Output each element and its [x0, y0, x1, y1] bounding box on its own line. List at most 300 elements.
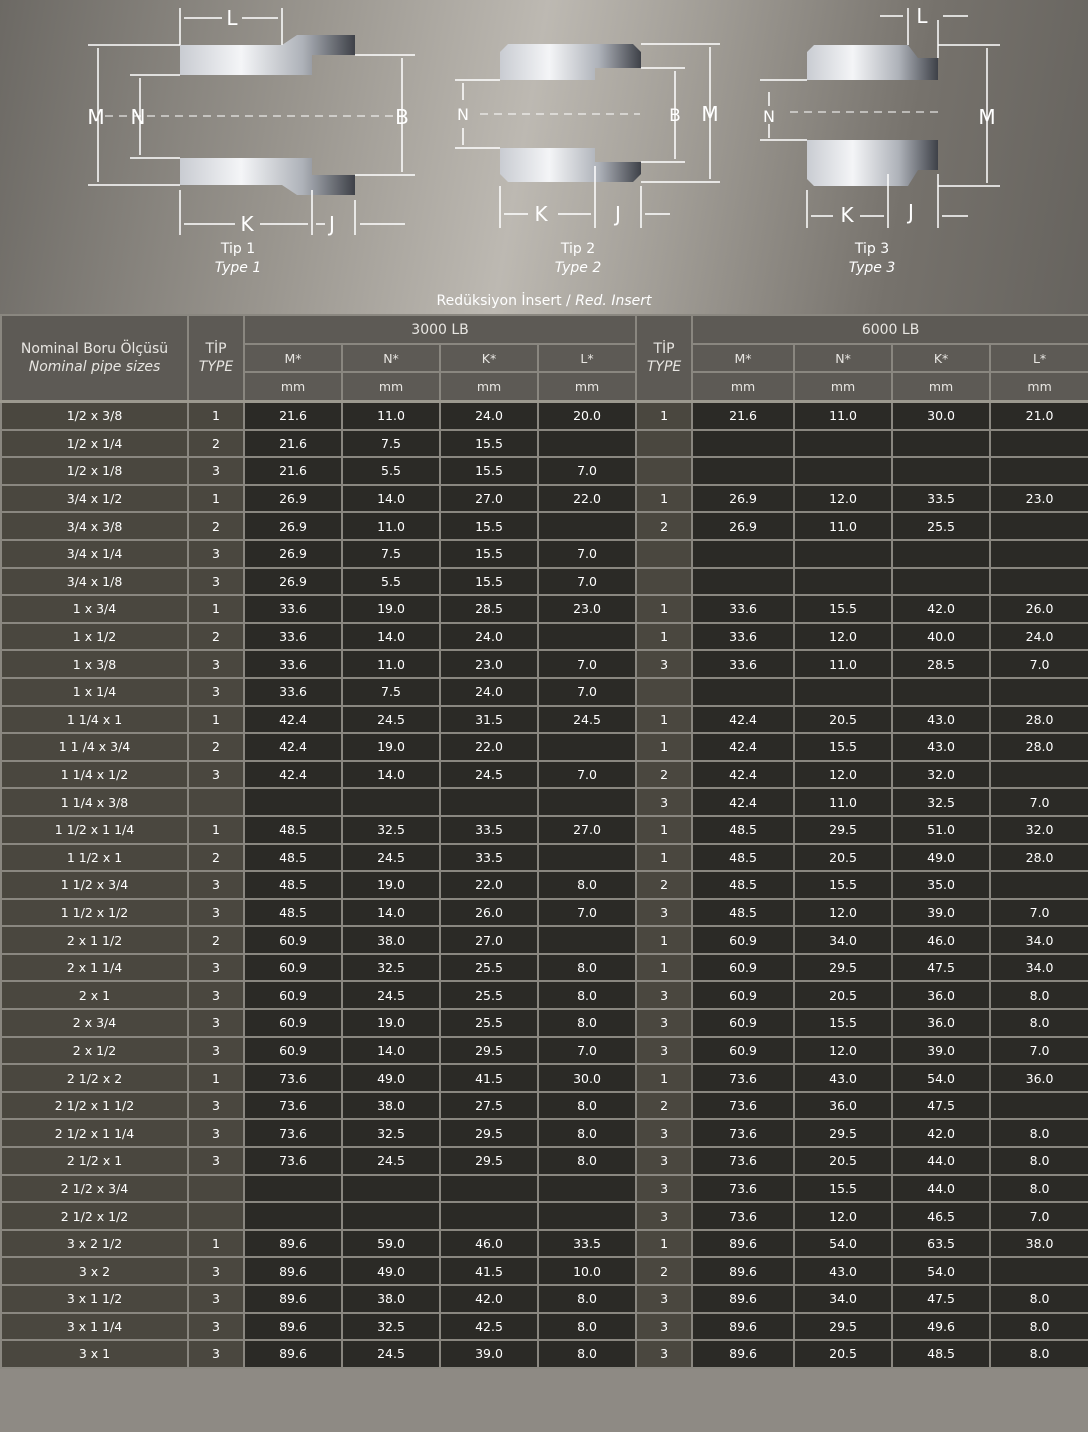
- cell-size: 1 x 1/2: [1, 623, 188, 651]
- cell-size: 3/4 x 3/8: [1, 512, 188, 540]
- cell-n-6000: 20.5: [794, 1147, 892, 1175]
- table-body: [1, 402, 1088, 1368]
- cell-l-3000: 10.0: [538, 1257, 636, 1285]
- header-unit: mm: [692, 372, 794, 402]
- cell-l-6000: [990, 540, 1088, 568]
- cell-m-6000: 26.9: [692, 485, 794, 513]
- cell-k-3000: 15.5: [440, 568, 538, 596]
- cell-k-6000: [892, 678, 990, 706]
- cell-m-3000: 42.4: [244, 706, 342, 734]
- table-row: [1, 899, 1088, 927]
- header-unit: mm: [892, 372, 990, 402]
- cell-l-3000: 7.0: [538, 568, 636, 596]
- type3-diagram: [760, 8, 1000, 228]
- cell-tip-3000: 2: [188, 844, 244, 872]
- cell-m-3000: 89.6: [244, 1313, 342, 1341]
- cell-l-6000: 8.0: [990, 1147, 1088, 1175]
- cell-m-6000: 89.6: [692, 1340, 794, 1368]
- cell-m-6000: 60.9: [692, 954, 794, 982]
- cell-tip-3000: 3: [188, 1037, 244, 1065]
- cell-k-3000: 27.0: [440, 485, 538, 513]
- cell-l-3000: 8.0: [538, 954, 636, 982]
- header-unit: mm: [244, 372, 342, 402]
- cell-size: 1 x 3/4: [1, 595, 188, 623]
- cell-l-6000: 7.0: [990, 899, 1088, 927]
- cell-m-3000: 33.6: [244, 595, 342, 623]
- table-row: [1, 1230, 1088, 1258]
- header-col-n: N*: [794, 344, 892, 372]
- cell-n-3000: [342, 788, 440, 816]
- cell-tip-6000: 3: [636, 788, 692, 816]
- cell-l-3000: 8.0: [538, 1285, 636, 1313]
- cell-k-3000: 29.5: [440, 1147, 538, 1175]
- cell-k-3000: 27.0: [440, 926, 538, 954]
- header-unit: mm: [794, 372, 892, 402]
- cell-tip-6000: [636, 678, 692, 706]
- cell-l-3000: 8.0: [538, 1009, 636, 1037]
- cell-k-6000: 54.0: [892, 1257, 990, 1285]
- cell-l-3000: [538, 1175, 636, 1203]
- table-row: [1, 1313, 1088, 1341]
- label-K: K: [840, 203, 854, 227]
- table-row: [1, 485, 1088, 513]
- table-row: [1, 457, 1088, 485]
- label-J: J: [329, 212, 335, 236]
- cell-size: 1 1/2 x 1 1/4: [1, 816, 188, 844]
- header-unit: mm: [990, 372, 1088, 402]
- cell-n-6000: 20.5: [794, 981, 892, 1009]
- cell-k-3000: 42.5: [440, 1313, 538, 1341]
- cell-l-6000: [990, 457, 1088, 485]
- cell-tip-6000: 1: [636, 954, 692, 982]
- cell-l-6000: 26.0: [990, 595, 1088, 623]
- cell-l-3000: 7.0: [538, 761, 636, 789]
- cell-tip-3000: 3: [188, 1257, 244, 1285]
- cell-n-3000: 19.0: [342, 595, 440, 623]
- table-row: [1, 1340, 1088, 1368]
- cell-m-6000: 60.9: [692, 981, 794, 1009]
- cell-m-6000: 89.6: [692, 1313, 794, 1341]
- cell-l-3000: 20.0: [538, 402, 636, 430]
- cell-k-3000: 24.0: [440, 623, 538, 651]
- cell-k-6000: 30.0: [892, 402, 990, 430]
- cell-k-6000: 63.5: [892, 1230, 990, 1258]
- cell-n-3000: 14.0: [342, 899, 440, 927]
- cell-n-6000: 12.0: [794, 1202, 892, 1230]
- cell-n-6000: 11.0: [794, 650, 892, 678]
- label-L: L: [916, 4, 928, 28]
- cell-m-6000: [692, 568, 794, 596]
- table-row: [1, 1092, 1088, 1120]
- cell-k-3000: 33.5: [440, 844, 538, 872]
- cell-n-3000: 11.0: [342, 402, 440, 430]
- cell-n-6000: 12.0: [794, 1037, 892, 1065]
- cell-tip-3000: 3: [188, 540, 244, 568]
- cell-n-3000: 19.0: [342, 871, 440, 899]
- cell-k-3000: 46.0: [440, 1230, 538, 1258]
- table-row: [1, 1119, 1088, 1147]
- table-row: [1, 706, 1088, 734]
- cell-k-3000: 24.0: [440, 678, 538, 706]
- cell-m-6000: 21.6: [692, 402, 794, 430]
- cell-tip-6000: 3: [636, 981, 692, 1009]
- label-M: M: [701, 102, 719, 126]
- cell-tip-6000: 1: [636, 733, 692, 761]
- cell-m-3000: [244, 1202, 342, 1230]
- cell-l-3000: [538, 623, 636, 651]
- cell-l-3000: 30.0: [538, 1064, 636, 1092]
- cell-m-3000: 26.9: [244, 568, 342, 596]
- cell-m-6000: 73.6: [692, 1147, 794, 1175]
- cell-l-3000: 8.0: [538, 1313, 636, 1341]
- cell-m-3000: [244, 788, 342, 816]
- label-J: J: [908, 200, 914, 224]
- cell-n-6000: 15.5: [794, 871, 892, 899]
- cell-m-3000: 60.9: [244, 1009, 342, 1037]
- cell-tip-3000: 1: [188, 595, 244, 623]
- cell-size: 2 1/2 x 1: [1, 1147, 188, 1175]
- label-M: M: [978, 105, 996, 129]
- cell-k-3000: 23.0: [440, 650, 538, 678]
- cell-n-3000: 5.5: [342, 457, 440, 485]
- cell-size: 3/4 x 1/8: [1, 568, 188, 596]
- cell-tip-3000: 1: [188, 485, 244, 513]
- cell-m-3000: 89.6: [244, 1230, 342, 1258]
- cell-m-3000: 21.6: [244, 402, 342, 430]
- table-row: [1, 816, 1088, 844]
- cell-k-3000: [440, 1175, 538, 1203]
- cell-l-6000: 8.0: [990, 1175, 1088, 1203]
- cell-n-3000: [342, 1175, 440, 1203]
- cell-l-6000: 21.0: [990, 402, 1088, 430]
- caption-en: Type 3: [848, 260, 896, 276]
- cell-k-3000: 25.5: [440, 1009, 538, 1037]
- cell-k-3000: 24.5: [440, 761, 538, 789]
- cell-l-6000: 23.0: [990, 485, 1088, 513]
- cell-n-6000: 34.0: [794, 1285, 892, 1313]
- caption-tr: Tip 1: [220, 241, 256, 257]
- cell-n-6000: 12.0: [794, 761, 892, 789]
- cell-m-3000: 89.6: [244, 1285, 342, 1313]
- cell-n-6000: 36.0: [794, 1092, 892, 1120]
- cell-m-6000: 48.5: [692, 899, 794, 927]
- cell-k-6000: 44.0: [892, 1175, 990, 1203]
- cell-n-6000: 15.5: [794, 733, 892, 761]
- cell-k-3000: 39.0: [440, 1340, 538, 1368]
- cell-m-3000: 60.9: [244, 1037, 342, 1065]
- cell-k-6000: [892, 430, 990, 458]
- label-N: N: [130, 105, 146, 129]
- cell-k-6000: 42.0: [892, 1119, 990, 1147]
- header-size-en: Nominal pipe sizes: [28, 359, 161, 375]
- cell-size: 1/2 x 3/8: [1, 402, 188, 430]
- cell-m-6000: 42.4: [692, 761, 794, 789]
- cell-l-3000: 7.0: [538, 457, 636, 485]
- table-row: [1, 1257, 1088, 1285]
- cell-l-3000: 7.0: [538, 1037, 636, 1065]
- header-tip-en: TYPE: [198, 359, 234, 375]
- cell-m-3000: 48.5: [244, 844, 342, 872]
- cell-k-3000: 29.5: [440, 1119, 538, 1147]
- header-tip-6000: [636, 315, 692, 402]
- cell-m-3000: 33.6: [244, 623, 342, 651]
- table-row: [1, 1064, 1088, 1092]
- header-tip-en: TYPE: [646, 359, 682, 375]
- cell-m-6000: 42.4: [692, 788, 794, 816]
- cell-tip-3000: 3: [188, 761, 244, 789]
- cell-tip-3000: 3: [188, 1009, 244, 1037]
- cell-m-3000: 33.6: [244, 678, 342, 706]
- cell-n-6000: 43.0: [794, 1064, 892, 1092]
- cell-n-3000: [342, 1202, 440, 1230]
- cell-m-3000: 26.9: [244, 485, 342, 513]
- cell-tip-3000: 3: [188, 457, 244, 485]
- cell-l-3000: 8.0: [538, 1147, 636, 1175]
- cell-n-3000: 7.5: [342, 678, 440, 706]
- cell-m-6000: 73.6: [692, 1064, 794, 1092]
- cell-k-6000: 35.0: [892, 871, 990, 899]
- cell-l-6000: [990, 512, 1088, 540]
- cell-k-3000: 28.5: [440, 595, 538, 623]
- cell-n-3000: 14.0: [342, 761, 440, 789]
- cell-n-6000: 12.0: [794, 623, 892, 651]
- cell-size: 3 x 1 1/2: [1, 1285, 188, 1313]
- cell-tip-3000: 3: [188, 1340, 244, 1368]
- cell-m-3000: [244, 1175, 342, 1203]
- cell-k-3000: 15.5: [440, 512, 538, 540]
- cell-n-6000: 54.0: [794, 1230, 892, 1258]
- cell-k-3000: [440, 788, 538, 816]
- cell-tip-3000: 3: [188, 871, 244, 899]
- cell-n-3000: 59.0: [342, 1230, 440, 1258]
- cell-k-6000: [892, 568, 990, 596]
- cell-tip-6000: 1: [636, 402, 692, 430]
- cell-l-3000: [538, 844, 636, 872]
- cell-tip-3000: 3: [188, 678, 244, 706]
- cell-n-3000: 24.5: [342, 706, 440, 734]
- cell-tip-3000: 3: [188, 1119, 244, 1147]
- cell-k-6000: 32.5: [892, 788, 990, 816]
- table-row: [1, 926, 1088, 954]
- cell-l-3000: [538, 430, 636, 458]
- cell-tip-3000: 2: [188, 623, 244, 651]
- cell-n-3000: 24.5: [342, 981, 440, 1009]
- cell-m-6000: 73.6: [692, 1119, 794, 1147]
- cell-k-6000: 36.0: [892, 1009, 990, 1037]
- cell-tip-6000: 3: [636, 1009, 692, 1037]
- cell-n-6000: 11.0: [794, 512, 892, 540]
- table-row: [1, 761, 1088, 789]
- cell-l-3000: 7.0: [538, 540, 636, 568]
- cell-m-6000: [692, 457, 794, 485]
- header-size-tr: Nominal Boru Ölçüsü: [20, 341, 169, 357]
- cell-size: 1 1/4 x 1/2: [1, 761, 188, 789]
- cell-tip-3000: 2: [188, 512, 244, 540]
- cell-l-3000: 8.0: [538, 981, 636, 1009]
- table-row: [1, 1285, 1088, 1313]
- cell-l-3000: 8.0: [538, 1119, 636, 1147]
- table-row: [1, 1175, 1088, 1203]
- header-col-l: L*: [538, 344, 636, 372]
- cell-n-6000: 15.5: [794, 1175, 892, 1203]
- label-K: K: [534, 202, 548, 226]
- cell-tip-6000: 1: [636, 816, 692, 844]
- cell-k-6000: 40.0: [892, 623, 990, 651]
- cell-l-3000: 7.0: [538, 650, 636, 678]
- cell-k-6000: 54.0: [892, 1064, 990, 1092]
- cell-k-3000: 15.5: [440, 457, 538, 485]
- cell-tip-3000: 1: [188, 706, 244, 734]
- table-row: [1, 844, 1088, 872]
- cell-k-6000: 47.5: [892, 1092, 990, 1120]
- cell-m-3000: 48.5: [244, 871, 342, 899]
- header-col-m: M*: [244, 344, 342, 372]
- cell-size: 2 x 3/4: [1, 1009, 188, 1037]
- header-3000lb: 3000 LB: [244, 315, 636, 344]
- cell-tip-3000: 3: [188, 1147, 244, 1175]
- cell-k-3000: 22.0: [440, 871, 538, 899]
- cell-tip-3000: 1: [188, 402, 244, 430]
- cell-k-6000: 51.0: [892, 816, 990, 844]
- section-title: [0, 293, 1088, 309]
- cell-k-6000: 43.0: [892, 706, 990, 734]
- cell-size: 3 x 1 1/4: [1, 1313, 188, 1341]
- cell-tip-6000: 1: [636, 595, 692, 623]
- cell-l-3000: [538, 1202, 636, 1230]
- cell-m-3000: 73.6: [244, 1119, 342, 1147]
- cell-tip-6000: 3: [636, 1285, 692, 1313]
- cell-k-6000: 32.0: [892, 761, 990, 789]
- cell-l-6000: 28.0: [990, 844, 1088, 872]
- cell-size: 2 1/2 x 1/2: [1, 1202, 188, 1230]
- cell-size: 2 x 1/2: [1, 1037, 188, 1065]
- cell-size: 1 1 /4 x 3/4: [1, 733, 188, 761]
- cell-l-6000: [990, 568, 1088, 596]
- cell-n-3000: 32.5: [342, 1119, 440, 1147]
- cell-m-3000: 73.6: [244, 1092, 342, 1120]
- label-K: K: [240, 212, 254, 236]
- header-unit: mm: [440, 372, 538, 402]
- cell-l-3000: [538, 733, 636, 761]
- cell-m-6000: 89.6: [692, 1257, 794, 1285]
- cell-tip-6000: [636, 568, 692, 596]
- cell-l-6000: 8.0: [990, 1119, 1088, 1147]
- cell-m-6000: [692, 678, 794, 706]
- cell-k-6000: 42.0: [892, 595, 990, 623]
- cell-l-3000: 8.0: [538, 1340, 636, 1368]
- cell-k-6000: 39.0: [892, 899, 990, 927]
- cell-m-3000: 89.6: [244, 1257, 342, 1285]
- cell-k-6000: 44.0: [892, 1147, 990, 1175]
- cell-l-3000: [538, 788, 636, 816]
- cell-n-3000: 38.0: [342, 926, 440, 954]
- cell-tip-6000: [636, 540, 692, 568]
- cell-tip-3000: [188, 1175, 244, 1203]
- cell-size: 3 x 2 1/2: [1, 1230, 188, 1258]
- cell-l-6000: 38.0: [990, 1230, 1088, 1258]
- cell-tip-3000: [188, 788, 244, 816]
- cell-l-6000: 8.0: [990, 1285, 1088, 1313]
- cell-l-3000: 8.0: [538, 871, 636, 899]
- cell-m-3000: 26.9: [244, 540, 342, 568]
- cell-l-6000: [990, 1257, 1088, 1285]
- cell-k-3000: 25.5: [440, 981, 538, 1009]
- cell-size: 1 1/2 x 1/2: [1, 899, 188, 927]
- cell-l-6000: [990, 430, 1088, 458]
- cell-n-3000: 32.5: [342, 954, 440, 982]
- cell-k-6000: 47.5: [892, 954, 990, 982]
- cell-l-6000: 24.0: [990, 623, 1088, 651]
- cell-m-6000: 42.4: [692, 733, 794, 761]
- cell-l-6000: 7.0: [990, 788, 1088, 816]
- cell-tip-6000: 3: [636, 1119, 692, 1147]
- cell-size: 2 1/2 x 3/4: [1, 1175, 188, 1203]
- cell-tip-3000: 1: [188, 1230, 244, 1258]
- cell-tip-3000: 2: [188, 733, 244, 761]
- table-row: [1, 954, 1088, 982]
- header-col-n: N*: [342, 344, 440, 372]
- cell-l-6000: 8.0: [990, 1340, 1088, 1368]
- caption-tr: Tip 2: [560, 241, 596, 257]
- cell-n-6000: 34.0: [794, 926, 892, 954]
- cell-n-6000: 29.5: [794, 1119, 892, 1147]
- cell-n-3000: 49.0: [342, 1257, 440, 1285]
- cell-n-6000: 29.5: [794, 1313, 892, 1341]
- section-title-tr: Redüksiyon İnsert /: [436, 293, 576, 309]
- table-row: [1, 788, 1088, 816]
- table-row: [1, 650, 1088, 678]
- cell-tip-3000: [188, 1202, 244, 1230]
- cell-k-6000: 47.5: [892, 1285, 990, 1313]
- cell-size: 2 x 1 1/2: [1, 926, 188, 954]
- caption-tr: Tip 3: [854, 241, 890, 257]
- cell-tip-6000: 3: [636, 1340, 692, 1368]
- cell-k-3000: 29.5: [440, 1037, 538, 1065]
- cell-m-3000: 33.6: [244, 650, 342, 678]
- cell-m-6000: 60.9: [692, 926, 794, 954]
- cell-size: 1 x 1/4: [1, 678, 188, 706]
- cell-size: 2 x 1: [1, 981, 188, 1009]
- cell-l-3000: 23.0: [538, 595, 636, 623]
- cell-size: 2 x 1 1/4: [1, 954, 188, 982]
- cell-l-3000: 24.5: [538, 706, 636, 734]
- cell-tip-6000: 2: [636, 761, 692, 789]
- table-row: [1, 402, 1088, 430]
- cell-k-6000: 33.5: [892, 485, 990, 513]
- cell-m-3000: 60.9: [244, 926, 342, 954]
- header-col-k: K*: [440, 344, 538, 372]
- cell-tip-3000: 3: [188, 1313, 244, 1341]
- cell-tip-3000: 3: [188, 568, 244, 596]
- cell-m-6000: [692, 430, 794, 458]
- cell-m-6000: [692, 540, 794, 568]
- cell-size: 2 1/2 x 1 1/4: [1, 1119, 188, 1147]
- cell-tip-6000: 2: [636, 1257, 692, 1285]
- cell-tip-3000: 1: [188, 1064, 244, 1092]
- cell-l-6000: [990, 678, 1088, 706]
- cell-size: 1 1/2 x 1: [1, 844, 188, 872]
- table-row: [1, 568, 1088, 596]
- cell-m-6000: 33.6: [692, 650, 794, 678]
- cell-n-6000: [794, 457, 892, 485]
- cell-tip-6000: 2: [636, 871, 692, 899]
- cell-l-3000: 8.0: [538, 1092, 636, 1120]
- cell-l-3000: 22.0: [538, 485, 636, 513]
- caption-en: Type 1: [214, 260, 262, 276]
- cell-n-3000: 38.0: [342, 1092, 440, 1120]
- cell-l-3000: [538, 512, 636, 540]
- label-J: J: [615, 202, 621, 226]
